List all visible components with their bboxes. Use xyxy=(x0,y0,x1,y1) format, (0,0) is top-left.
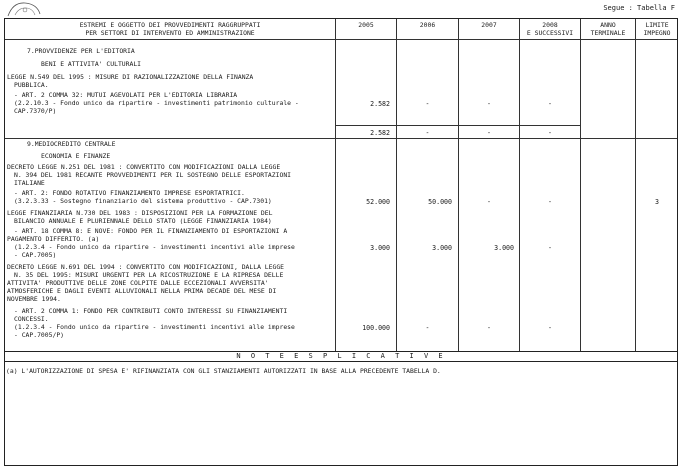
law-line: NOVEMBRE 1994. xyxy=(7,295,61,303)
header-divider xyxy=(5,39,677,40)
article-line: - ART. 2 COMMA 32: MUTUI AGEVOLATI PER L'EDITORIA LIBRARIA xyxy=(14,91,238,99)
law-line: ATMOSFERICHE E DAGLI EVENTI ALLUVIONALI NELLA PRIMA DECADE DEL MESE DI xyxy=(7,287,277,295)
col-header-anno-terminale xyxy=(581,22,635,38)
article-line: - ART. 18 COMMA 8: E NOVE: FONDO PER IL FINANZIAMENTO DI ESPORTAZIONI A xyxy=(14,227,288,235)
value-2005: 3.000 xyxy=(370,244,390,252)
subtotal-2005: 2.582 xyxy=(370,129,390,137)
section-subtitle: ECONOMIA E FINANZE xyxy=(41,152,111,160)
col-header-2008 xyxy=(520,22,580,38)
budget-table xyxy=(4,18,678,352)
col-header-2007: 2007 xyxy=(481,21,497,29)
continuation-label: Segue : Tabella F xyxy=(603,4,675,12)
col-header-line: LIMITE xyxy=(645,21,669,29)
col-header-2005: 2005 xyxy=(358,21,374,29)
col-divider xyxy=(519,19,520,351)
value-2005: 2.582 xyxy=(370,100,390,108)
law-line: BILANCIO ANNUALE E PLURIENNALE DELLO STATO (LEGGE FINANZIARIA 1984) xyxy=(14,217,272,225)
article-line: (3.2.3.33 - Sostegno finanziario del sistema produttivo - CAP.7301) xyxy=(14,197,272,205)
article-line: (2.2.10.3 - Fondo unico da ripartire - investimenti patrimonio culturale - xyxy=(14,99,299,107)
col-header-description xyxy=(5,22,335,38)
col-divider xyxy=(580,19,581,351)
seal-stamp-icon xyxy=(5,0,43,18)
value-2005: 100.000 xyxy=(362,324,390,332)
article-line: CONCESSI. xyxy=(14,315,49,323)
col-header-2006: 2006 xyxy=(419,21,436,29)
value-2007: - xyxy=(487,198,491,206)
subtotal-bottom-rule xyxy=(5,138,677,139)
notes-area xyxy=(4,362,678,466)
col-header-line: ESTREMI E OGGETTO DEI PROVVEDIMENTI RAGGRUPPATI xyxy=(79,21,261,29)
subtotal-2008: - xyxy=(548,129,552,137)
law-line: DECRETO LEGGE N.251 DEL 1981 : CONVERTITO CON MODIFICAZIONI DALLA LEGGE xyxy=(7,163,281,171)
section-title: 9.MEDIOCREDITO CENTRALE xyxy=(27,140,116,148)
value-2007: 3.000 xyxy=(494,244,514,252)
value-2006: 3.000 xyxy=(432,244,452,252)
section-subtitle: BENI E ATTIVITA' CULTURALI xyxy=(41,60,142,68)
col-divider xyxy=(635,19,636,351)
article-line: PAGAMENTO DIFFERITO. (a) xyxy=(7,235,100,243)
value-2006: 50.000 xyxy=(428,198,452,206)
article-line: - CAP.7005/P) xyxy=(14,331,65,339)
col-header-line: IMPEGNO xyxy=(643,28,671,37)
col-header-line: TERMINALE xyxy=(590,28,626,37)
col-header-line: ANNO xyxy=(600,21,616,29)
subtotal-2007: - xyxy=(487,129,491,137)
value-2008: - xyxy=(548,244,552,252)
law-line: N. 394 DEL 1981 RECANTE PROVVEDIMENTI PER IL SOSTEGNO DELLE ESPORTAZIONI xyxy=(14,171,292,179)
article-line: (1.2.3.4 - Fondo unico da ripartire - investimenti incentivi alle imprese xyxy=(14,243,295,251)
value-2008: - xyxy=(548,198,552,206)
value-2008: - xyxy=(548,324,552,332)
law-line: N. 35 DEL 1995: MISURI URGENTI PER LA RICOSTRUZIONE E LA RIPRESA DELLE xyxy=(14,271,284,279)
col-divider xyxy=(396,19,397,351)
value-limite: 3 xyxy=(655,198,659,206)
law-line: ITALIANE xyxy=(14,179,45,187)
col-divider xyxy=(335,19,336,351)
col-divider xyxy=(458,19,459,351)
subtotal-top-rule xyxy=(336,125,580,126)
value-2005: 52.000 xyxy=(366,198,390,206)
section-title: 7.PROVVIDENZE PER L'EDITORIA xyxy=(27,47,135,55)
article-line: - CAP.7005) xyxy=(14,251,57,259)
article-line: (1.2.3.4 - Fondo unico da ripartire - investimenti incentivi alle imprese xyxy=(14,323,295,331)
article-line: CAP.7370/P) xyxy=(14,107,57,115)
value-2008: - xyxy=(548,100,552,108)
col-header-line: 2008 xyxy=(542,21,558,29)
subtotal-2006: - xyxy=(425,129,430,137)
law-line: ATTIVITA' PRODUTTIVE DELLE ZONE COLPITE DALLE ECCEZIONALI AVVERSITA' xyxy=(7,279,269,287)
value-2006: - xyxy=(425,324,430,332)
article-line: - ART. 2 COMMA 1: FONDO PER CONTRIBUTI CONTO INTERESSI SU FINANZIAMENTI xyxy=(14,307,288,315)
law-line: LEGGE FINANZIARIA N.730 DEL 1983 : DISPOSIZIONI PER LA FORMAZIONE DEL xyxy=(7,209,273,217)
value-2007: - xyxy=(487,100,491,108)
col-header-line: PER SETTORI DI INTERVENTO ED AMMINISTRAZIONE xyxy=(85,28,255,37)
article-line: - ART. 2: FONDO ROTATIVO FINANZIAMENTO IMPRESE ESPORTATRICI. xyxy=(14,189,245,197)
law-line: PUBBLICA. xyxy=(14,81,49,89)
col-header-limite-impegno xyxy=(636,22,678,38)
note-a: (a) L'AUTORIZZAZIONE DI SPESA E' RIFINANZIATA CON GLI STANZIAMENTI AUTORIZZATI IN BASE ALLA PRECEDENTE TABELLA D. xyxy=(6,367,441,375)
notes-title: N O T E E S P L I C A T I V E xyxy=(4,352,678,362)
law-line: LEGGE N.549 DEL 1995 : MISURE DI RAZIONALIZZAZIONE DELLA FINANZA xyxy=(7,73,254,81)
law-line: DECRETO LEGGE N.691 DEL 1994 : CONVERTITO CON MODIFICAZIONI, DALLA LEGGE xyxy=(7,263,285,271)
value-2006: - xyxy=(425,100,430,108)
value-2007: - xyxy=(487,324,491,332)
col-header-line: E SUCCESSIVI xyxy=(526,28,574,37)
